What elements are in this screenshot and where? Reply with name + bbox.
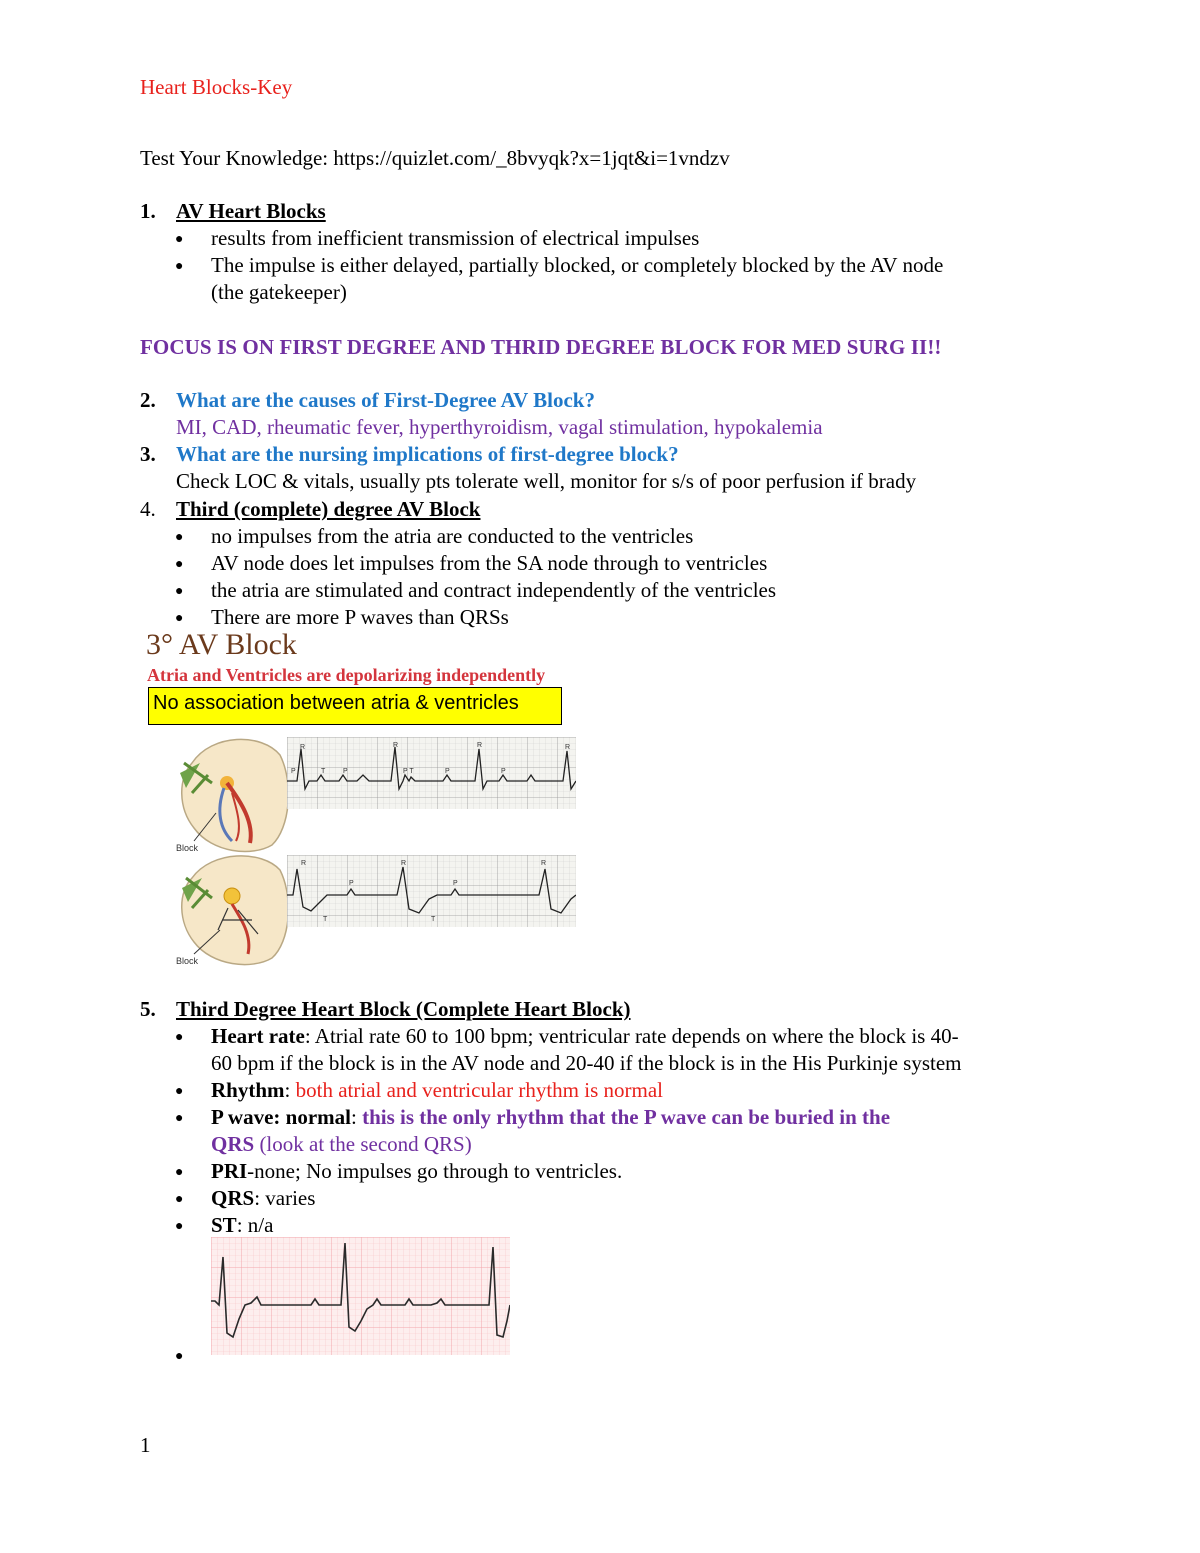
list-item: the atria are stimulated and contract independently of the ventricles xyxy=(211,578,777,602)
p-wave-text: this is the only rhythm that the P wave can be buried in the xyxy=(362,1105,891,1129)
ecg-r-label: R xyxy=(477,742,483,749)
bullet-icon: ● xyxy=(175,1192,184,1207)
bullet-icon: ● xyxy=(175,584,184,599)
bullet-icon: ● xyxy=(175,1111,184,1126)
st-text: : n/a xyxy=(236,1213,274,1237)
section-5-number: 5. xyxy=(140,997,156,1021)
ecg-t-label: T xyxy=(323,916,328,923)
answer-nursing-implications: Check LOC & vitals, usually pts tolerate well, monitor for s/s of poor perfusion if brady xyxy=(176,469,917,493)
ecg-strip-2 xyxy=(287,855,576,927)
test-knowledge-label: Test Your Knowledge: xyxy=(140,146,334,170)
ecg-r-label: R xyxy=(300,744,306,751)
question-nursing-implications: What are the nursing implications of first-degree block? xyxy=(176,442,679,466)
question-first-degree-causes: What are the causes of First-Degree AV Block? xyxy=(176,388,595,412)
heart-rate-item xyxy=(211,1023,959,1050)
pri-item xyxy=(211,1158,622,1185)
heart-diagram-2 xyxy=(172,850,292,968)
ecg-t-label: T xyxy=(321,768,326,775)
focus-note: FOCUS IS ON FIRST DEGREE AND THRID DEGREE BLOCK FOR MED SURG II!! xyxy=(140,335,942,359)
section-4-number: 4. xyxy=(140,497,156,521)
st-label: ST xyxy=(211,1213,237,1237)
list-item: There are more P waves than QRSs xyxy=(211,605,509,629)
bullet-icon: ● xyxy=(175,1084,184,1099)
figure-subtitle: Atria and Ventricles are depolarizing independently xyxy=(147,665,546,685)
qrs-item xyxy=(211,1185,315,1212)
rhythm-item xyxy=(211,1077,663,1104)
ecg-p-label: P xyxy=(445,768,450,775)
bullet-icon: ● xyxy=(175,1219,184,1234)
page-number: 1 xyxy=(140,1433,151,1457)
rhythm-colon: : xyxy=(284,1078,296,1102)
ecg-p-label: P xyxy=(349,880,354,887)
rhythm-text: both atrial and ventricular rhythm is normal xyxy=(295,1078,664,1102)
p-wave-item xyxy=(211,1104,890,1131)
section-5-heading: Third Degree Heart Block (Complete Heart Block) xyxy=(176,997,631,1021)
section-1-heading: AV Heart Blocks xyxy=(176,199,326,223)
bullet-icon: ● xyxy=(175,1030,184,1045)
p-wave-colon: : xyxy=(350,1105,363,1129)
ecg-pt-label: P T xyxy=(403,768,414,775)
p-wave-qrs: QRS xyxy=(211,1132,255,1156)
heart-rate-text: : Atrial rate 60 to 100 bpm; ventricular rate depends on where the block is 40- xyxy=(304,1024,959,1048)
figure-title: 3° AV Block xyxy=(146,628,297,661)
answer-first-degree-causes: MI, CAD, rheumatic fever, hyperthyroidism, vagal stimulation, hypokalemia xyxy=(176,415,823,439)
qrs-text: : varies xyxy=(254,1186,316,1210)
heart-rate-continuation: 60 bpm if the block is in the AV node and 20-40 if the block is in the His Purkinje system xyxy=(211,1051,962,1075)
ecg-strip-1 xyxy=(287,737,576,809)
p-wave-label: P wave: normal xyxy=(211,1105,351,1129)
section-1-number: 1. xyxy=(140,199,156,223)
ecg-r-label: R xyxy=(565,744,571,751)
ecg-r-label: R xyxy=(301,860,307,867)
block-label: Block xyxy=(176,843,199,853)
figure-highlight-box: No association between atria & ventricles xyxy=(148,687,562,725)
bullet-icon: ● xyxy=(175,611,184,626)
ecg-r-label: R xyxy=(541,860,547,867)
bullet-icon: ● xyxy=(175,557,184,572)
bullet-icon: ● xyxy=(175,232,184,247)
block-label: Block xyxy=(176,956,199,966)
ecg-p-label: P xyxy=(343,768,348,775)
st-item xyxy=(211,1212,273,1239)
list-item: AV node does let impulses from the SA node through to ventricles xyxy=(211,551,768,575)
ecg-r-label: R xyxy=(393,742,399,749)
pri-text: -none; No impulses go through to ventricles. xyxy=(247,1159,623,1183)
list-item-continuation: (the gatekeeper) xyxy=(211,280,347,304)
list-item: no impulses from the atria are conducted to the ventricles xyxy=(211,524,694,548)
ecg-p-label: P xyxy=(453,880,458,887)
qrs-label: QRS xyxy=(211,1186,255,1210)
heart-rate-label: Heart rate xyxy=(211,1024,305,1048)
ecg-p-label: P xyxy=(501,768,506,775)
document-title: Heart Blocks-Key xyxy=(140,75,293,99)
test-knowledge-line xyxy=(140,145,730,172)
list-item: The impulse is either delayed, partially blocked, or completely blocked by the AV node xyxy=(211,253,944,277)
section-4-heading: Third (complete) degree AV Block xyxy=(176,497,481,521)
rhythm-label: Rhythm xyxy=(211,1078,285,1102)
bullet-icon: ● xyxy=(175,1165,184,1180)
list-item: results from inefficient transmission of electrical impulses xyxy=(211,226,700,250)
bullet-icon: ● xyxy=(175,530,184,545)
section-2-number: 2. xyxy=(140,388,156,412)
bullet-icon: ● xyxy=(175,1349,184,1364)
p-wave-note: (look at the second QRS) xyxy=(254,1132,472,1156)
section-3-number: 3. xyxy=(140,442,156,466)
ecg-strip-complete-block xyxy=(211,1237,510,1355)
pri-label: PRI xyxy=(211,1159,248,1183)
heart-diagram-1 xyxy=(172,733,292,855)
p-wave-continuation xyxy=(211,1131,472,1158)
ecg-r-label: R xyxy=(401,860,407,867)
bullet-icon: ● xyxy=(175,259,184,274)
ecg-p-label: P xyxy=(291,768,296,775)
quizlet-link[interactable]: https://quizlet.com/_8bvyqk?x=1jqt&i=1vndzv xyxy=(333,146,730,170)
ecg-t-label: T xyxy=(431,916,436,923)
